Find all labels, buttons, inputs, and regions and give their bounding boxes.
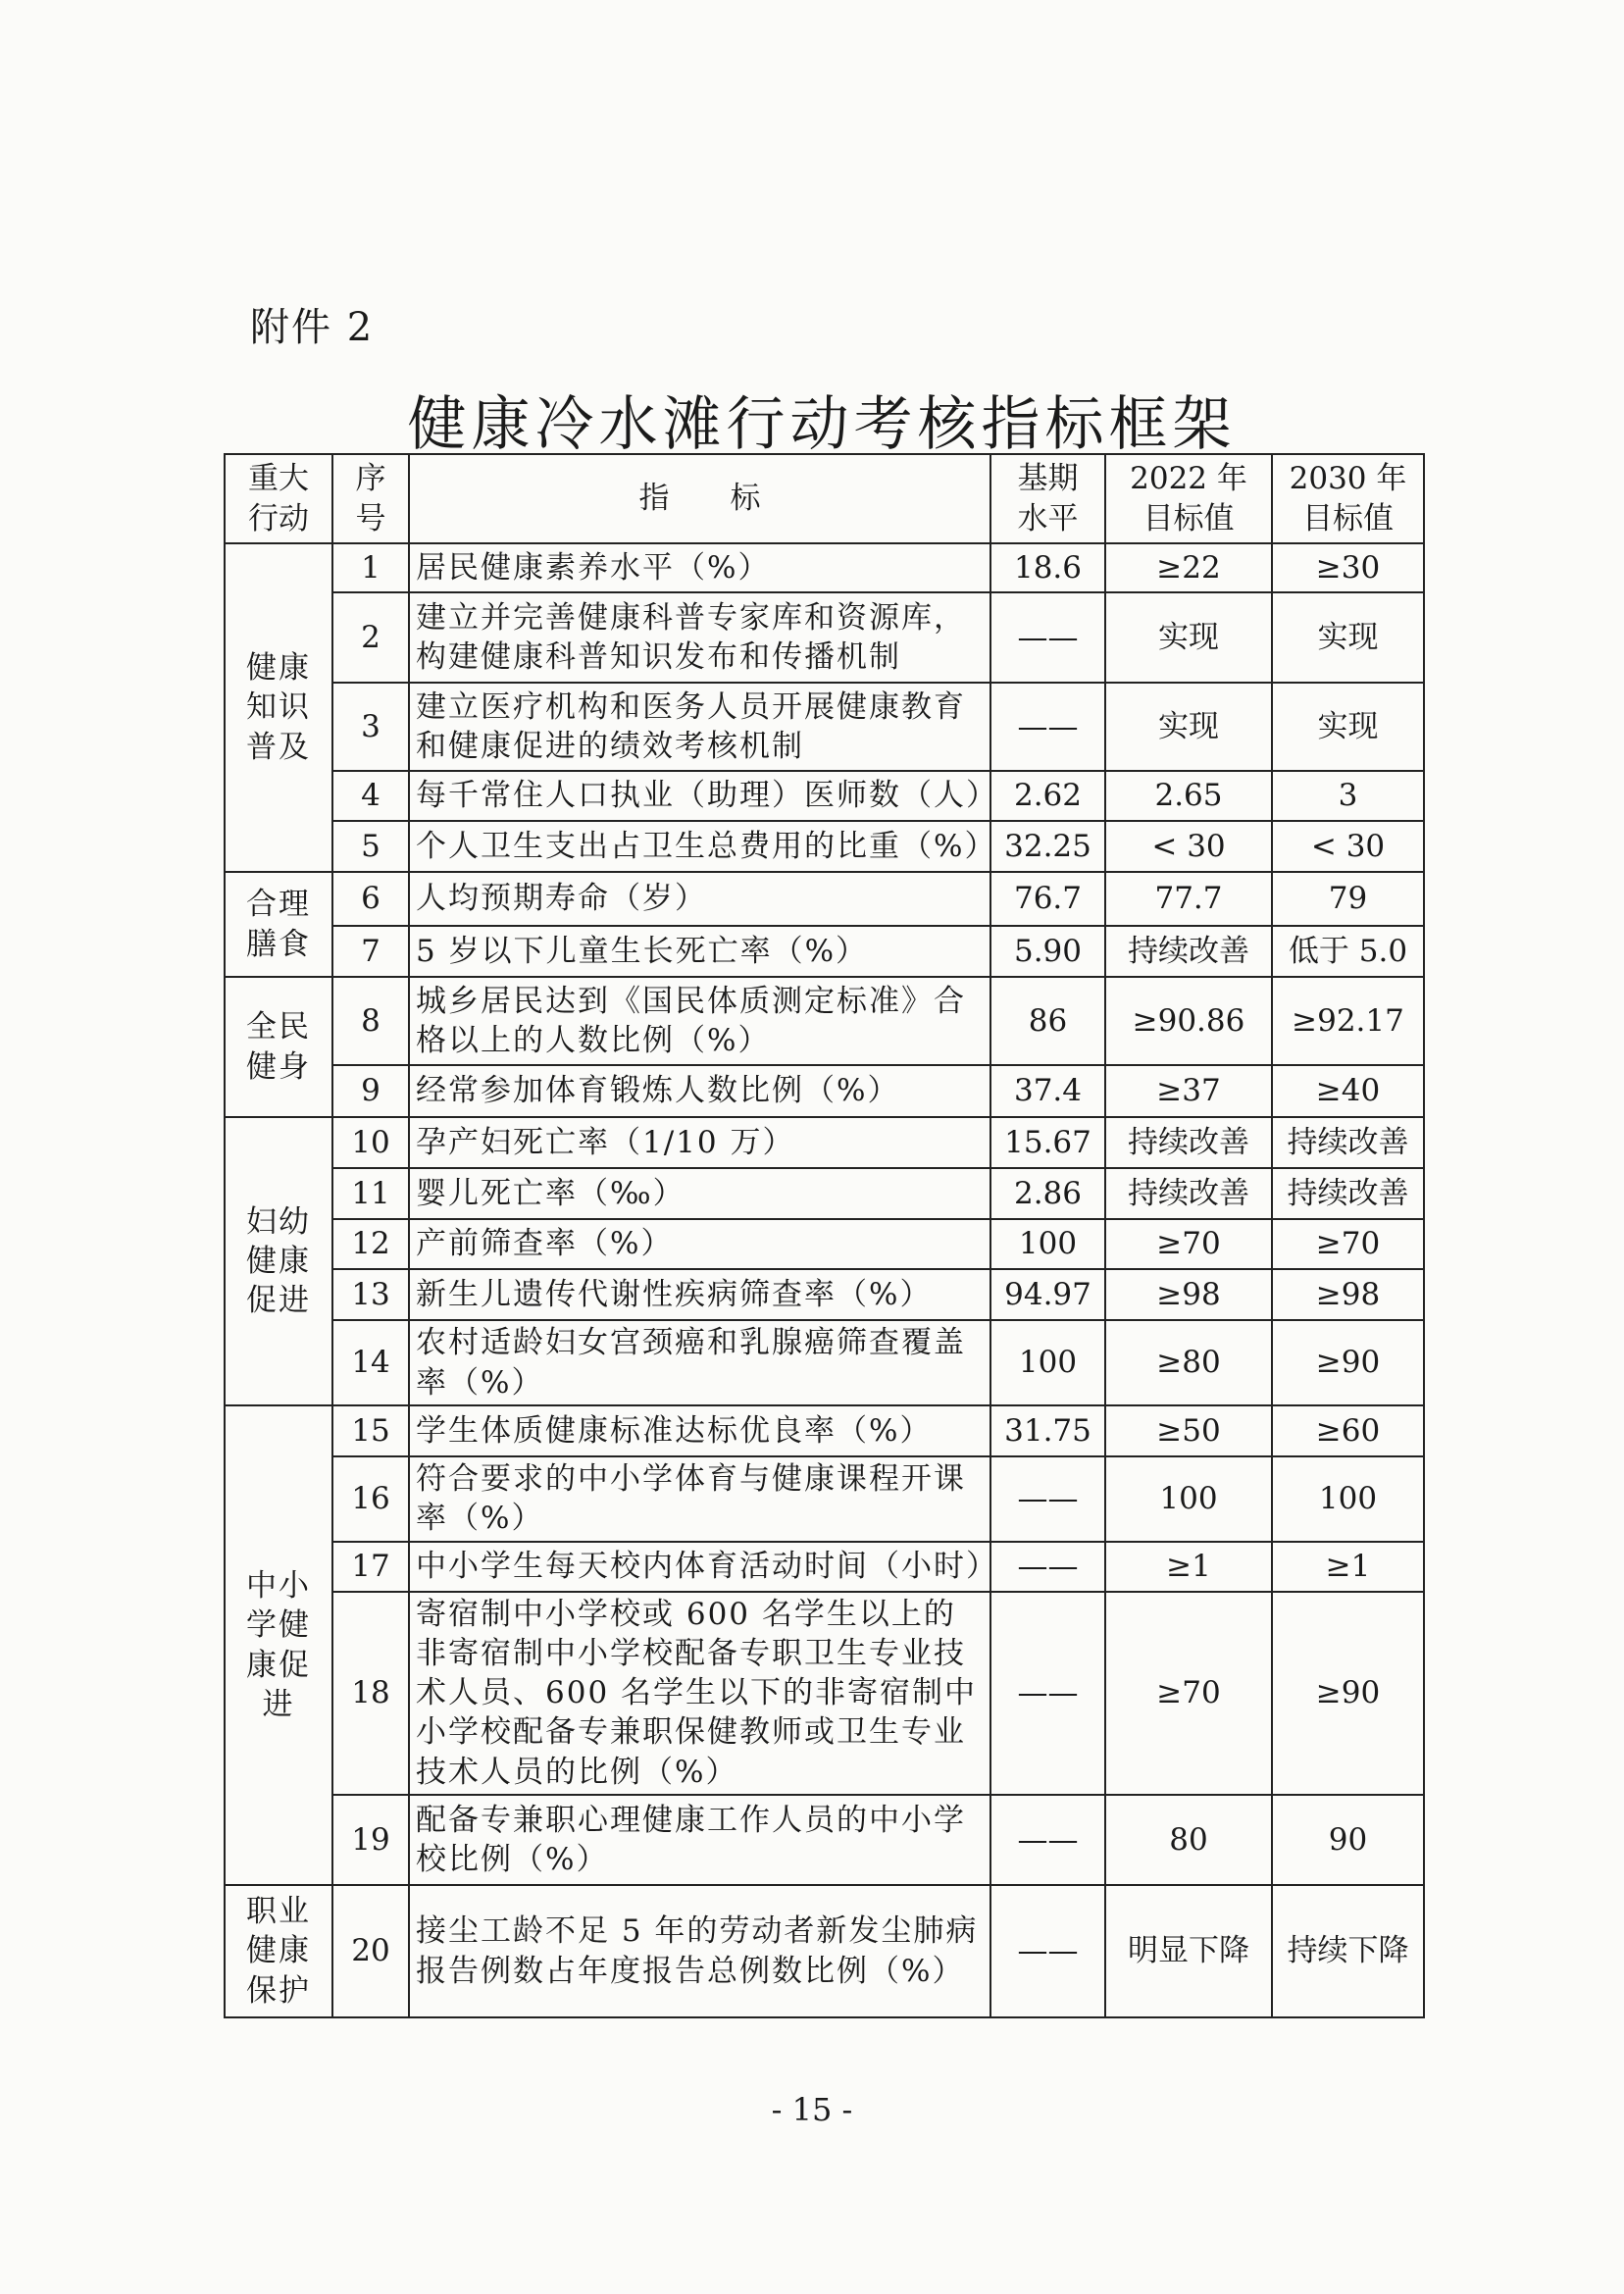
seq-cell: 9 xyxy=(332,1065,409,1117)
table-row xyxy=(225,1168,1424,1219)
target-2022-cell: < 30 xyxy=(1105,821,1272,872)
table-body xyxy=(225,543,1424,2017)
target-2030-cell: ≥98 xyxy=(1272,1269,1424,1320)
target-2022-cell: 明显下降 xyxy=(1105,1885,1272,2017)
baseline-cell: —— xyxy=(990,592,1105,683)
table-row xyxy=(225,1795,1424,1885)
target-2022-cell: ≥50 xyxy=(1105,1405,1272,1456)
indicator-cell: 5 岁以下儿童生长死亡率（%） xyxy=(409,926,990,977)
target-2030-cell: ≥90 xyxy=(1272,1592,1424,1795)
indicator-cell: 孕产妇死亡率（1/10 万） xyxy=(409,1117,990,1168)
seq-cell: 8 xyxy=(332,977,409,1065)
target-2030-cell: 持续改善 xyxy=(1272,1117,1424,1168)
target-2030-cell: 实现 xyxy=(1272,683,1424,771)
indicator-cell: 建立医疗机构和医务人员开展健康教育和健康促进的绩效考核机制 xyxy=(409,683,990,771)
target-2030-cell: 实现 xyxy=(1272,592,1424,683)
target-2030-cell: ≥92.17 xyxy=(1272,977,1424,1065)
target-2030-cell: ≥40 xyxy=(1272,1065,1424,1117)
header-target-2022: 2022 年 目标值 xyxy=(1105,454,1272,543)
header-baseline: 基期 水平 xyxy=(990,454,1105,543)
baseline-cell: —— xyxy=(990,1542,1105,1592)
baseline-cell: 18.6 xyxy=(990,543,1105,592)
baseline-cell: 100 xyxy=(990,1219,1105,1269)
table-row xyxy=(225,1405,1424,1456)
target-2022-cell: 80 xyxy=(1105,1795,1272,1885)
indicator-cell: 婴儿死亡率（‰） xyxy=(409,1168,990,1219)
table-row xyxy=(225,926,1424,977)
seq-cell: 2 xyxy=(332,592,409,683)
baseline-cell: 94.97 xyxy=(990,1269,1105,1320)
indicator-cell: 城乡居民达到《国民体质测定标准》合格以上的人数比例（%） xyxy=(409,977,990,1065)
table-row xyxy=(225,683,1424,771)
target-2022-cell: ≥22 xyxy=(1105,543,1272,592)
baseline-cell: 100 xyxy=(990,1320,1105,1405)
header-seq: 序 号 xyxy=(332,454,409,543)
target-2022-cell: 实现 xyxy=(1105,683,1272,771)
table-row xyxy=(225,1065,1424,1117)
seq-cell: 10 xyxy=(332,1117,409,1168)
action-cell: 中小 学健 康促 进 xyxy=(225,1405,332,1885)
indicator-cell: 每千常住人口执业（助理）医师数（人） xyxy=(409,771,990,821)
action-cell: 全民 健身 xyxy=(225,977,332,1117)
header-indicator: 指 标 xyxy=(409,454,990,543)
header-action: 重大 行动 xyxy=(225,454,332,543)
attachment-label: 附件 2 xyxy=(250,305,375,350)
table-row xyxy=(225,1885,1424,2017)
seq-cell: 1 xyxy=(332,543,409,592)
indicator-cell: 配备专兼职心理健康工作人员的中小学校比例（%） xyxy=(409,1795,990,1885)
table-row xyxy=(225,1117,1424,1168)
target-2022-cell: ≥98 xyxy=(1105,1269,1272,1320)
target-2030-cell: ≥60 xyxy=(1272,1405,1424,1456)
table-header-row xyxy=(225,454,1424,543)
header-target-2030: 2030 年 目标值 xyxy=(1272,454,1424,543)
target-2030-cell: 100 xyxy=(1272,1456,1424,1542)
target-2022-cell: 100 xyxy=(1105,1456,1272,1542)
table-row xyxy=(225,771,1424,821)
seq-cell: 14 xyxy=(332,1320,409,1405)
target-2022-cell: 2.65 xyxy=(1105,771,1272,821)
target-2022-cell: 持续改善 xyxy=(1105,1117,1272,1168)
target-2030-cell: ≥1 xyxy=(1272,1542,1424,1592)
baseline-cell: —— xyxy=(990,683,1105,771)
table-row xyxy=(225,1320,1424,1405)
indicator-cell: 产前筛查率（%） xyxy=(409,1219,990,1269)
baseline-cell: —— xyxy=(990,1885,1105,2017)
target-2022-cell: ≥90.86 xyxy=(1105,977,1272,1065)
page-number: - 15 - xyxy=(771,2091,853,2128)
baseline-cell: —— xyxy=(990,1592,1105,1795)
seq-cell: 12 xyxy=(332,1219,409,1269)
target-2030-cell: 3 xyxy=(1272,771,1424,821)
seq-cell: 18 xyxy=(332,1592,409,1795)
indicator-cell: 符合要求的中小学体育与健康课程开课率（%） xyxy=(409,1456,990,1542)
seq-cell: 16 xyxy=(332,1456,409,1542)
table-row xyxy=(225,592,1424,683)
table-row xyxy=(225,1219,1424,1269)
target-2022-cell: ≥70 xyxy=(1105,1592,1272,1795)
table-row xyxy=(225,872,1424,926)
baseline-cell: —— xyxy=(990,1456,1105,1542)
baseline-cell: 2.86 xyxy=(990,1168,1105,1219)
baseline-cell: 5.90 xyxy=(990,926,1105,977)
target-2022-cell: ≥1 xyxy=(1105,1542,1272,1592)
target-2030-cell: 低于 5.0 xyxy=(1272,926,1424,977)
baseline-cell: 37.4 xyxy=(990,1065,1105,1117)
table-row xyxy=(225,1542,1424,1592)
seq-cell: 19 xyxy=(332,1795,409,1885)
indicator-cell: 居民健康素养水平（%） xyxy=(409,543,990,592)
baseline-cell: 86 xyxy=(990,977,1105,1065)
indicator-cell: 接尘工龄不足 5 年的劳动者新发尘肺病报告例数占年度报告总例数比例（%） xyxy=(409,1885,990,2017)
indicator-cell: 经常参加体育锻炼人数比例（%） xyxy=(409,1065,990,1117)
baseline-cell: 31.75 xyxy=(990,1405,1105,1456)
action-cell: 合理 膳食 xyxy=(225,872,332,977)
table-row xyxy=(225,1592,1424,1795)
table-row xyxy=(225,977,1424,1065)
target-2030-cell: 79 xyxy=(1272,872,1424,926)
target-2022-cell: ≥70 xyxy=(1105,1219,1272,1269)
action-cell: 健康 知识 普及 xyxy=(225,543,332,872)
baseline-cell: 32.25 xyxy=(990,821,1105,872)
indicator-cell: 寄宿制中小学校或 600 名学生以上的非寄宿制中小学校配备专职卫生专业技术人员、600 名学生以下的非寄宿制中小学校配备专兼职保健教师或卫生专业技术人员的比例（%） xyxy=(409,1592,990,1795)
seq-cell: 4 xyxy=(332,771,409,821)
target-2030-cell: 持续下降 xyxy=(1272,1885,1424,2017)
table-row xyxy=(225,1456,1424,1542)
table-row xyxy=(225,1269,1424,1320)
seq-cell: 11 xyxy=(332,1168,409,1219)
target-2030-cell: ≥70 xyxy=(1272,1219,1424,1269)
seq-cell: 17 xyxy=(332,1542,409,1592)
target-2030-cell: < 30 xyxy=(1272,821,1424,872)
baseline-cell: 76.7 xyxy=(990,872,1105,926)
target-2022-cell: 实现 xyxy=(1105,592,1272,683)
target-2022-cell: ≥37 xyxy=(1105,1065,1272,1117)
indicator-cell: 建立并完善健康科普专家库和资源库，构建健康科普知识发布和传播机制 xyxy=(409,592,990,683)
seq-cell: 15 xyxy=(332,1405,409,1456)
baseline-cell: 15.67 xyxy=(990,1117,1105,1168)
seq-cell: 5 xyxy=(332,821,409,872)
target-2022-cell: 77.7 xyxy=(1105,872,1272,926)
seq-cell: 13 xyxy=(332,1269,409,1320)
seq-cell: 6 xyxy=(332,872,409,926)
indicator-cell: 个人卫生支出占卫生总费用的比重（%） xyxy=(409,821,990,872)
baseline-cell: —— xyxy=(990,1795,1105,1885)
baseline-cell: 2.62 xyxy=(990,771,1105,821)
indicator-cell: 新生儿遗传代谢性疾病筛查率（%） xyxy=(409,1269,990,1320)
target-2030-cell: 90 xyxy=(1272,1795,1424,1885)
indicator-table xyxy=(224,453,1425,2018)
target-2022-cell: 持续改善 xyxy=(1105,926,1272,977)
indicator-cell: 中小学生每天校内体育活动时间（小时） xyxy=(409,1542,990,1592)
seq-cell: 3 xyxy=(332,683,409,771)
seq-cell: 20 xyxy=(332,1885,409,2017)
target-2030-cell: 持续改善 xyxy=(1272,1168,1424,1219)
action-cell: 职业 健康 保护 xyxy=(225,1885,332,2017)
target-2030-cell: ≥30 xyxy=(1272,543,1424,592)
indicator-cell: 人均预期寿命（岁） xyxy=(409,872,990,926)
target-2022-cell: ≥80 xyxy=(1105,1320,1272,1405)
seq-cell: 7 xyxy=(332,926,409,977)
table-row xyxy=(225,821,1424,872)
indicator-cell: 学生体质健康标准达标优良率（%） xyxy=(409,1405,990,1456)
document-title: 健康冷水滩行动考核指标框架 xyxy=(407,390,1237,459)
table-row xyxy=(225,543,1424,592)
action-cell: 妇幼 健康 促进 xyxy=(225,1117,332,1405)
indicator-cell: 农村适龄妇女宫颈癌和乳腺癌筛查覆盖率（%） xyxy=(409,1320,990,1405)
target-2030-cell: ≥90 xyxy=(1272,1320,1424,1405)
target-2022-cell: 持续改善 xyxy=(1105,1168,1272,1219)
